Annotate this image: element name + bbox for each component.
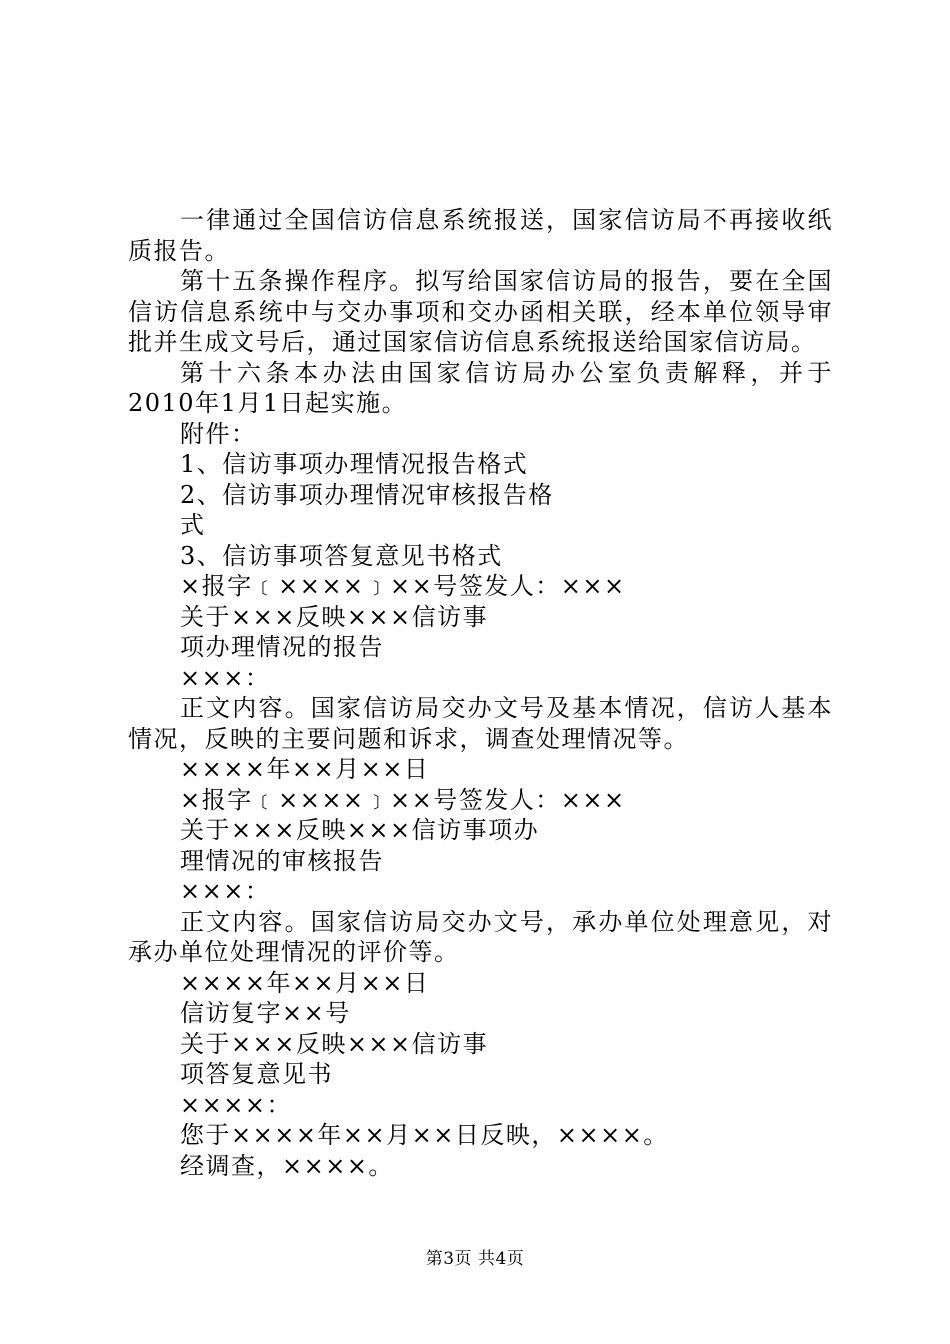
document-number-line: 信访复字××号 bbox=[180, 999, 351, 1027]
date-line: ××××年××月××日 bbox=[180, 968, 430, 997]
attachment-item-continuation: 式 bbox=[180, 511, 206, 539]
addressee-line: ×××： bbox=[180, 663, 271, 692]
report-title-line: 理情况的审核报告 bbox=[180, 846, 384, 875]
document-body bbox=[128, 205, 833, 1181]
paragraph: 正文内容。国家信访局交办文号，承办单位处理意见，对承办单位处理情况的评价等。 bbox=[128, 907, 833, 966]
report-title-line: 关于×××反映×××信访事 bbox=[180, 602, 489, 631]
report-title-line: 关于×××反映×××信访事 bbox=[180, 1029, 489, 1058]
addressee-line: ×××： bbox=[180, 877, 271, 905]
paragraph: 一律通过全国信访信息系统报送，国家信访局不再接收纸质报告。 bbox=[128, 206, 833, 265]
date-line: ××××年××月××日 bbox=[180, 755, 430, 783]
report-title-line: 关于×××反映×××信访事项办 bbox=[180, 816, 540, 844]
paragraph: 第十五条操作程序。拟写给国家信访局的报告，要在全国信访信息系统中与交办事项和交办函相关联，经本单位领导审批并生成文号后，通过国家信访信息系统报送给国家信访局。 bbox=[128, 267, 833, 356]
document-number-line: ×报字﹝××××﹞××号签发人：××× bbox=[180, 785, 626, 814]
document-number-line: ×报字﹝××××﹞××号签发人：××× bbox=[180, 572, 626, 600]
attachment-item: 3、信访事项答复意见书格式 bbox=[180, 541, 503, 570]
page-footer bbox=[0, 1244, 950, 1269]
attachment-item: 1、信访事项办理情况报告格式 bbox=[180, 450, 529, 478]
paragraph: 经调查，××××。 bbox=[180, 1151, 394, 1180]
report-title-line: 项答复意见书 bbox=[180, 1060, 333, 1088]
paragraph: 第十六条本办法由国家信访局办公室负责解释，并于2010年1月1日起实施。 bbox=[128, 358, 833, 417]
attachment-heading: 附件： bbox=[180, 419, 257, 448]
attachment-item: 2、信访事项办理情况审核报告格 bbox=[180, 480, 554, 509]
addressee-line: ××××： bbox=[180, 1090, 292, 1119]
page-number-label: 第3页 共4页 bbox=[425, 1249, 525, 1269]
paragraph: 您于××××年××月××日反映，××××。 bbox=[180, 1121, 669, 1149]
report-title-line: 项办理情况的报告 bbox=[180, 633, 384, 661]
paragraph: 正文内容。国家信访局交办文号及基本情况，信访人基本情况，反映的主要问题和诉求，调查处理情况等。 bbox=[128, 694, 833, 753]
